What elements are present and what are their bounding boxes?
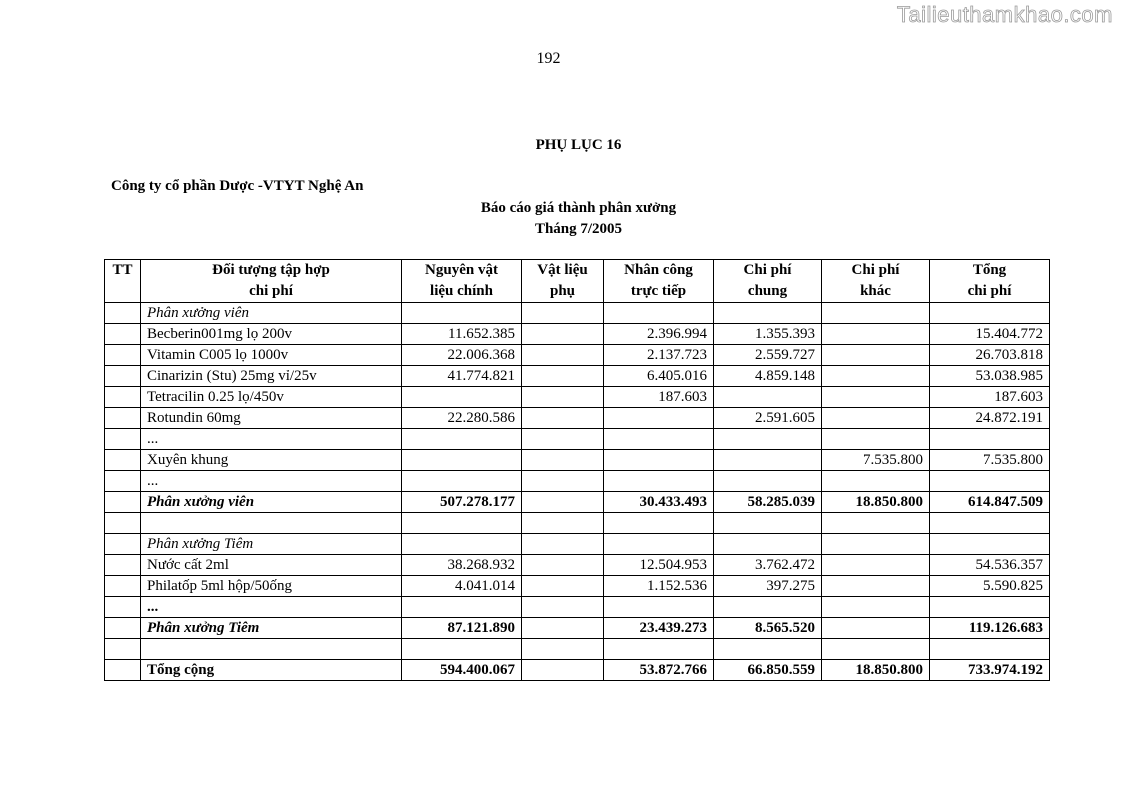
cell-other-cost [822, 345, 930, 366]
cell-object [141, 639, 402, 660]
cell-aux-material [522, 429, 604, 450]
cell-object [141, 513, 402, 534]
cell-object: Cinarizin (Stu) 25mg vỉ/25v [141, 366, 402, 387]
cell-total-cost [930, 471, 1050, 492]
cell-tt [105, 660, 141, 681]
cell-aux-material [522, 303, 604, 324]
cell-overhead [714, 639, 822, 660]
cell-main-material: 87.121.890 [402, 618, 522, 639]
report-period: Tháng 7/2005 [534, 221, 623, 237]
cell-other-cost [822, 471, 930, 492]
cell-total-cost [930, 303, 1050, 324]
cell-overhead: 2.591.605 [714, 408, 822, 429]
cell-aux-material [522, 471, 604, 492]
cell-aux-material [522, 408, 604, 429]
cell-direct-labor: 23.439.273 [604, 618, 714, 639]
cell-overhead [714, 471, 822, 492]
cell-direct-labor: 53.872.766 [604, 660, 714, 681]
cell-overhead [714, 303, 822, 324]
cell-main-material: 22.280.586 [402, 408, 522, 429]
cell-aux-material [522, 513, 604, 534]
header-main-material-line2: liệu chính [402, 281, 522, 303]
cell-tt [105, 597, 141, 618]
company-name: Công ty cổ phần Dược -VTYT Nghệ An [111, 178, 364, 194]
cell-tt [105, 387, 141, 408]
cell-object: ... [141, 471, 402, 492]
cell-direct-labor: 187.603 [604, 387, 714, 408]
cell-aux-material [522, 618, 604, 639]
table-row [105, 450, 1050, 471]
cell-object: Becberin001mg lọ 200v [141, 324, 402, 345]
cell-total-cost: 187.603 [930, 387, 1050, 408]
table-row [105, 597, 1050, 618]
cell-total-cost: 614.847.509 [930, 492, 1050, 513]
table-row [105, 408, 1050, 429]
table-row [105, 324, 1050, 345]
cell-main-material [402, 387, 522, 408]
cell-total-cost: 119.126.683 [930, 618, 1050, 639]
header-direct-labor: Nhân công [604, 260, 714, 282]
cell-other-cost: 7.535.800 [822, 450, 930, 471]
table-body [105, 303, 1050, 681]
cell-direct-labor: 30.433.493 [604, 492, 714, 513]
cell-object: Philatốp 5ml hộp/50ống [141, 576, 402, 597]
header-aux-material-line2: phụ [522, 281, 604, 303]
cell-aux-material [522, 450, 604, 471]
cell-tt [105, 303, 141, 324]
cost-report-table [104, 259, 1050, 681]
cell-overhead: 1.355.393 [714, 324, 822, 345]
cell-tt [105, 513, 141, 534]
watermark-text: Tailieuthamkhao.com [896, 2, 1113, 27]
header-row-2 [105, 281, 1050, 303]
cell-aux-material [522, 576, 604, 597]
cell-overhead [714, 387, 822, 408]
header-object: Đối tượng tập hợp [141, 260, 402, 282]
cell-tt [105, 639, 141, 660]
cell-overhead [714, 597, 822, 618]
cell-aux-material [522, 345, 604, 366]
cell-main-material: 594.400.067 [402, 660, 522, 681]
cell-aux-material [522, 660, 604, 681]
cell-overhead [714, 450, 822, 471]
cell-aux-material [522, 555, 604, 576]
table-row [105, 618, 1050, 639]
header-total-cost-line2: chi phí [930, 281, 1050, 303]
table-row [105, 534, 1050, 555]
table-row [105, 429, 1050, 450]
cell-tt [105, 555, 141, 576]
cell-total-cost: 54.536.357 [930, 555, 1050, 576]
table-row [105, 471, 1050, 492]
header-tt: TT [105, 260, 141, 282]
cell-overhead: 2.559.727 [714, 345, 822, 366]
cell-other-cost [822, 387, 930, 408]
cell-tt [105, 492, 141, 513]
cell-main-material: 11.652.385 [402, 324, 522, 345]
cell-object: Rotundin 60mg [141, 408, 402, 429]
cell-main-material [402, 471, 522, 492]
cell-object: Tetracilin 0.25 lọ/450v [141, 387, 402, 408]
cell-direct-labor [604, 471, 714, 492]
cell-tt [105, 450, 141, 471]
table-row [105, 366, 1050, 387]
cell-other-cost [822, 555, 930, 576]
appendix-title: PHỤ LỤC 16 [535, 137, 622, 153]
cell-total-cost [930, 639, 1050, 660]
cell-main-material: 4.041.014 [402, 576, 522, 597]
cell-total-cost: 7.535.800 [930, 450, 1050, 471]
header-row-1 [105, 260, 1050, 282]
cell-total-cost [930, 534, 1050, 555]
cell-overhead: 66.850.559 [714, 660, 822, 681]
table-row [105, 576, 1050, 597]
cell-tt [105, 471, 141, 492]
cell-overhead: 8.565.520 [714, 618, 822, 639]
table-row [105, 660, 1050, 681]
cell-overhead: 397.275 [714, 576, 822, 597]
cell-main-material [402, 429, 522, 450]
cell-aux-material [522, 492, 604, 513]
cell-overhead: 3.762.472 [714, 555, 822, 576]
cell-object: Phân xưởng Tiêm [141, 618, 402, 639]
table-row [105, 513, 1050, 534]
cell-aux-material [522, 324, 604, 345]
cell-main-material: 507.278.177 [402, 492, 522, 513]
cell-tt [105, 366, 141, 387]
cell-other-cost [822, 324, 930, 345]
cell-other-cost [822, 639, 930, 660]
cell-direct-labor [604, 450, 714, 471]
header-other-cost: Chi phí [822, 260, 930, 282]
cell-direct-labor [604, 597, 714, 618]
cell-main-material [402, 597, 522, 618]
cell-total-cost: 24.872.191 [930, 408, 1050, 429]
cell-overhead [714, 429, 822, 450]
header-direct-labor-line2: trực tiếp [604, 281, 714, 303]
cell-object: ... [141, 429, 402, 450]
cell-other-cost [822, 408, 930, 429]
cell-main-material: 22.006.368 [402, 345, 522, 366]
cell-direct-labor: 6.405.016 [604, 366, 714, 387]
cell-main-material: 38.268.932 [402, 555, 522, 576]
table-row [105, 639, 1050, 660]
cell-direct-labor [604, 639, 714, 660]
cell-other-cost [822, 366, 930, 387]
report-title: Báo cáo giá thành phân xưởng [480, 200, 677, 216]
cell-overhead [714, 513, 822, 534]
cell-aux-material [522, 639, 604, 660]
cell-aux-material [522, 366, 604, 387]
cell-direct-labor [604, 429, 714, 450]
cell-overhead: 58.285.039 [714, 492, 822, 513]
cell-other-cost [822, 618, 930, 639]
table-row [105, 387, 1050, 408]
cell-other-cost [822, 303, 930, 324]
cell-object: Xuyên khung [141, 450, 402, 471]
page-number: 192 [536, 50, 561, 67]
cell-main-material [402, 303, 522, 324]
cell-overhead [714, 534, 822, 555]
cell-tt [105, 345, 141, 366]
cell-aux-material [522, 597, 604, 618]
cell-main-material [402, 639, 522, 660]
cell-main-material [402, 450, 522, 471]
header-overhead-line2: chung [714, 281, 822, 303]
cell-object: Phân xưởng viên [141, 492, 402, 513]
cell-object: Phân xưởng viên [141, 303, 402, 324]
cell-main-material: 41.774.821 [402, 366, 522, 387]
cell-direct-labor: 2.137.723 [604, 345, 714, 366]
cell-direct-labor [604, 534, 714, 555]
cell-direct-labor: 1.152.536 [604, 576, 714, 597]
table-row [105, 345, 1050, 366]
cell-other-cost [822, 576, 930, 597]
header-overhead: Chi phí [714, 260, 822, 282]
cell-total-cost: 733.974.192 [930, 660, 1050, 681]
header-tt-line2 [105, 281, 141, 303]
cell-tt [105, 324, 141, 345]
cell-tt [105, 576, 141, 597]
cell-total-cost [930, 597, 1050, 618]
table-row [105, 303, 1050, 324]
cell-tt [105, 429, 141, 450]
table-row [105, 555, 1050, 576]
cell-other-cost [822, 429, 930, 450]
cell-other-cost: 18.850.800 [822, 660, 930, 681]
cell-direct-labor: 12.504.953 [604, 555, 714, 576]
header-total-cost: Tổng [930, 260, 1050, 282]
header-other-cost-line2: khác [822, 281, 930, 303]
cell-total-cost: 53.038.985 [930, 366, 1050, 387]
cell-aux-material [522, 387, 604, 408]
cell-other-cost [822, 597, 930, 618]
cell-tt [105, 408, 141, 429]
cell-total-cost [930, 513, 1050, 534]
cell-main-material [402, 534, 522, 555]
cell-object: Vitamin C005 lọ 1000v [141, 345, 402, 366]
cell-other-cost [822, 534, 930, 555]
cell-object: Nước cất 2ml [141, 555, 402, 576]
cell-overhead: 4.859.148 [714, 366, 822, 387]
cell-tt [105, 534, 141, 555]
table-row [105, 492, 1050, 513]
cell-total-cost [930, 429, 1050, 450]
cell-direct-labor [604, 408, 714, 429]
cell-object: Tổng cộng [141, 660, 402, 681]
cell-total-cost: 26.703.818 [930, 345, 1050, 366]
cell-object: Phân xưởng Tiêm [141, 534, 402, 555]
cell-object: ... [141, 597, 402, 618]
cell-other-cost: 18.850.800 [822, 492, 930, 513]
cell-aux-material [522, 534, 604, 555]
cell-other-cost [822, 513, 930, 534]
header-aux-material: Vật liệu [522, 260, 604, 282]
header-main-material: Nguyên vật [402, 260, 522, 282]
cell-total-cost: 15.404.772 [930, 324, 1050, 345]
cell-direct-labor [604, 513, 714, 534]
cell-total-cost: 5.590.825 [930, 576, 1050, 597]
header-object-line2: chi phí [141, 281, 402, 303]
cell-main-material [402, 513, 522, 534]
cell-direct-labor: 2.396.994 [604, 324, 714, 345]
cell-direct-labor [604, 303, 714, 324]
cell-tt [105, 618, 141, 639]
